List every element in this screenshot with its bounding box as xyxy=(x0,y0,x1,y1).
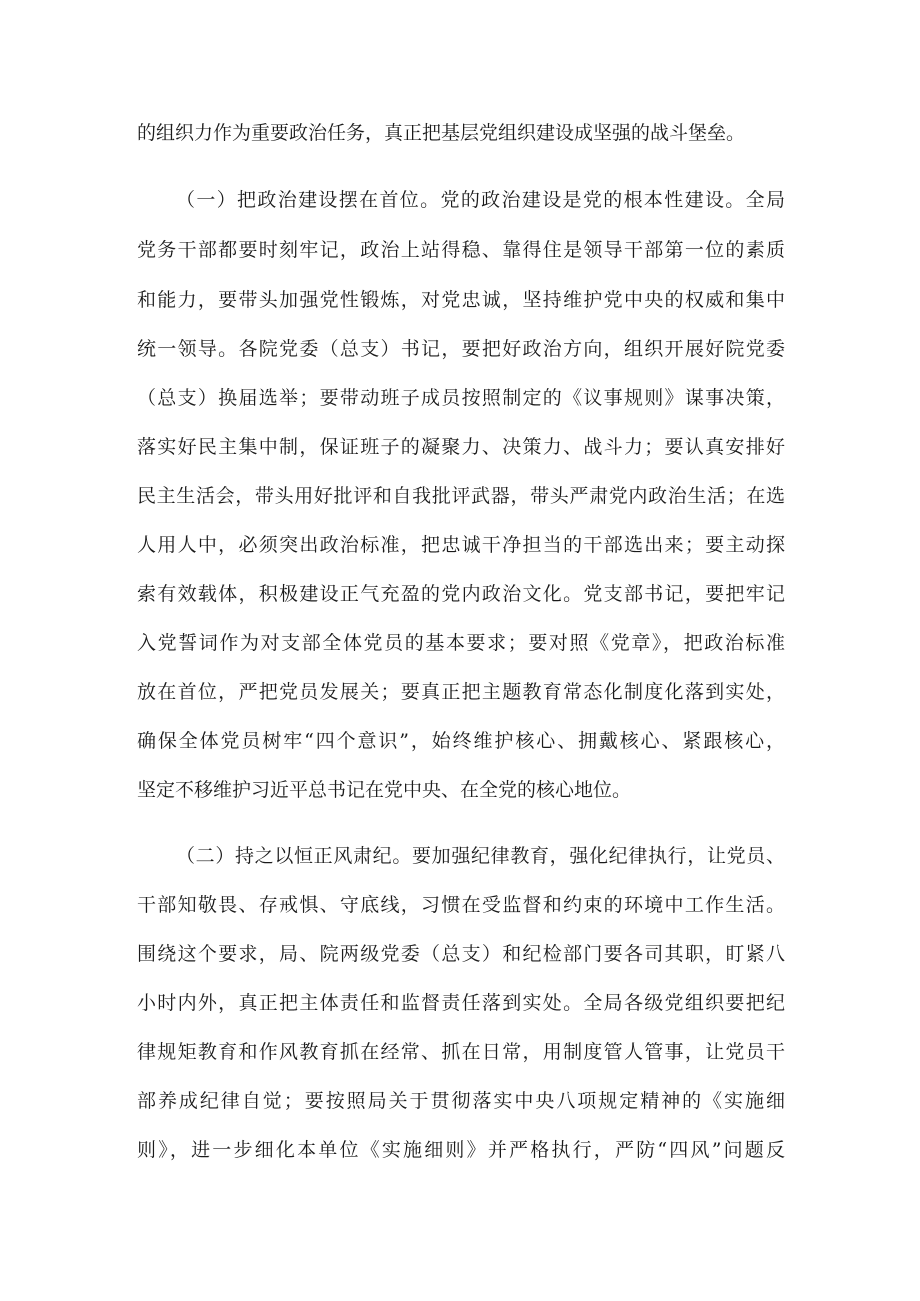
paragraph-line: 律规矩教育和作风教育抓在经常、抓在日常，用制度管人管事，让党员干 xyxy=(137,1041,785,1063)
paragraph-line: 民主生活会，带头用好批评和自我批评武器，带头严肃党内政治生活；在选 xyxy=(137,485,785,507)
paragraph-line: 则》，进一步细化本单位《实施细则》并严格执行，严防“四风”问题反 xyxy=(137,1139,785,1161)
paragraph-line: 干部知敬畏、存戒惧、守底线，习惯在受监督和约束的环境中工作生活。 xyxy=(137,894,785,916)
paragraph-line: （二）持之以恒正风肃纪。要加强纪律教育，强化纪律执行，让党员、 xyxy=(176,845,785,867)
paragraph-line: 统一领导。各院党委（总支）书记，要把好政治方向，组织开展好院党委 xyxy=(137,338,785,360)
paragraph-line: 部养成纪律自觉；要按照局关于贯彻落实中央八项规定精神的《实施细 xyxy=(137,1090,785,1112)
paragraph-line: 落实好民主集中制，保证班子的凝聚力、决策力、战斗力；要认真安排好 xyxy=(137,436,785,458)
paragraph-line: （一）把政治建设摆在首位。党的政治建设是党的根本性建设。全局 xyxy=(176,189,785,211)
paragraph-line: 人用人中，必须突出政治标准，把忠诚干净担当的干部选出来；要主动探 xyxy=(137,534,785,556)
paragraph-line: 入党誓词作为对支部全体党员的基本要求；要对照《党章》，把政治标准 xyxy=(137,632,785,654)
paragraph-line: 索有效载体，积极建设正气充盈的党内政治文化。党支部书记，要把牢记 xyxy=(137,583,785,605)
paragraph-line: 和能力，要带头加强党性锻炼，对党忠诚，坚持维护党中央的权威和集中 xyxy=(137,289,785,311)
paragraph-line: 党务干部都要时刻牢记，政治上站得稳、靠得住是领导干部第一位的素质 xyxy=(137,239,785,261)
paragraph-line: 的组织力作为重要政治任务，真正把基层党组织建设成坚强的战斗堡垒。 xyxy=(137,122,746,144)
paragraph-line: 放在首位，严把党员发展关；要真正把主题教育常态化制度化落到实处， xyxy=(137,681,785,703)
paragraph-line: 小时内外，真正把主体责任和监督责任落到实处。全局各级党组织要把纪 xyxy=(137,992,785,1014)
paragraph-line: 确保全体党员树牢“四个意识”，始终维护核心、拥戴核心、紧跟核心， xyxy=(137,730,785,752)
paragraph-line: 坚定不移维护习近平总书记在党中央、在全党的核心地位。 xyxy=(137,779,632,801)
paragraph-line: （总支）换届选举；要带动班子成员按照制定的《议事规则》谋事决策， xyxy=(137,387,785,409)
paragraph-line: 围绕这个要求，局、院两级党委（总支）和纪检部门要各司其职，盯紧八 xyxy=(137,943,785,965)
